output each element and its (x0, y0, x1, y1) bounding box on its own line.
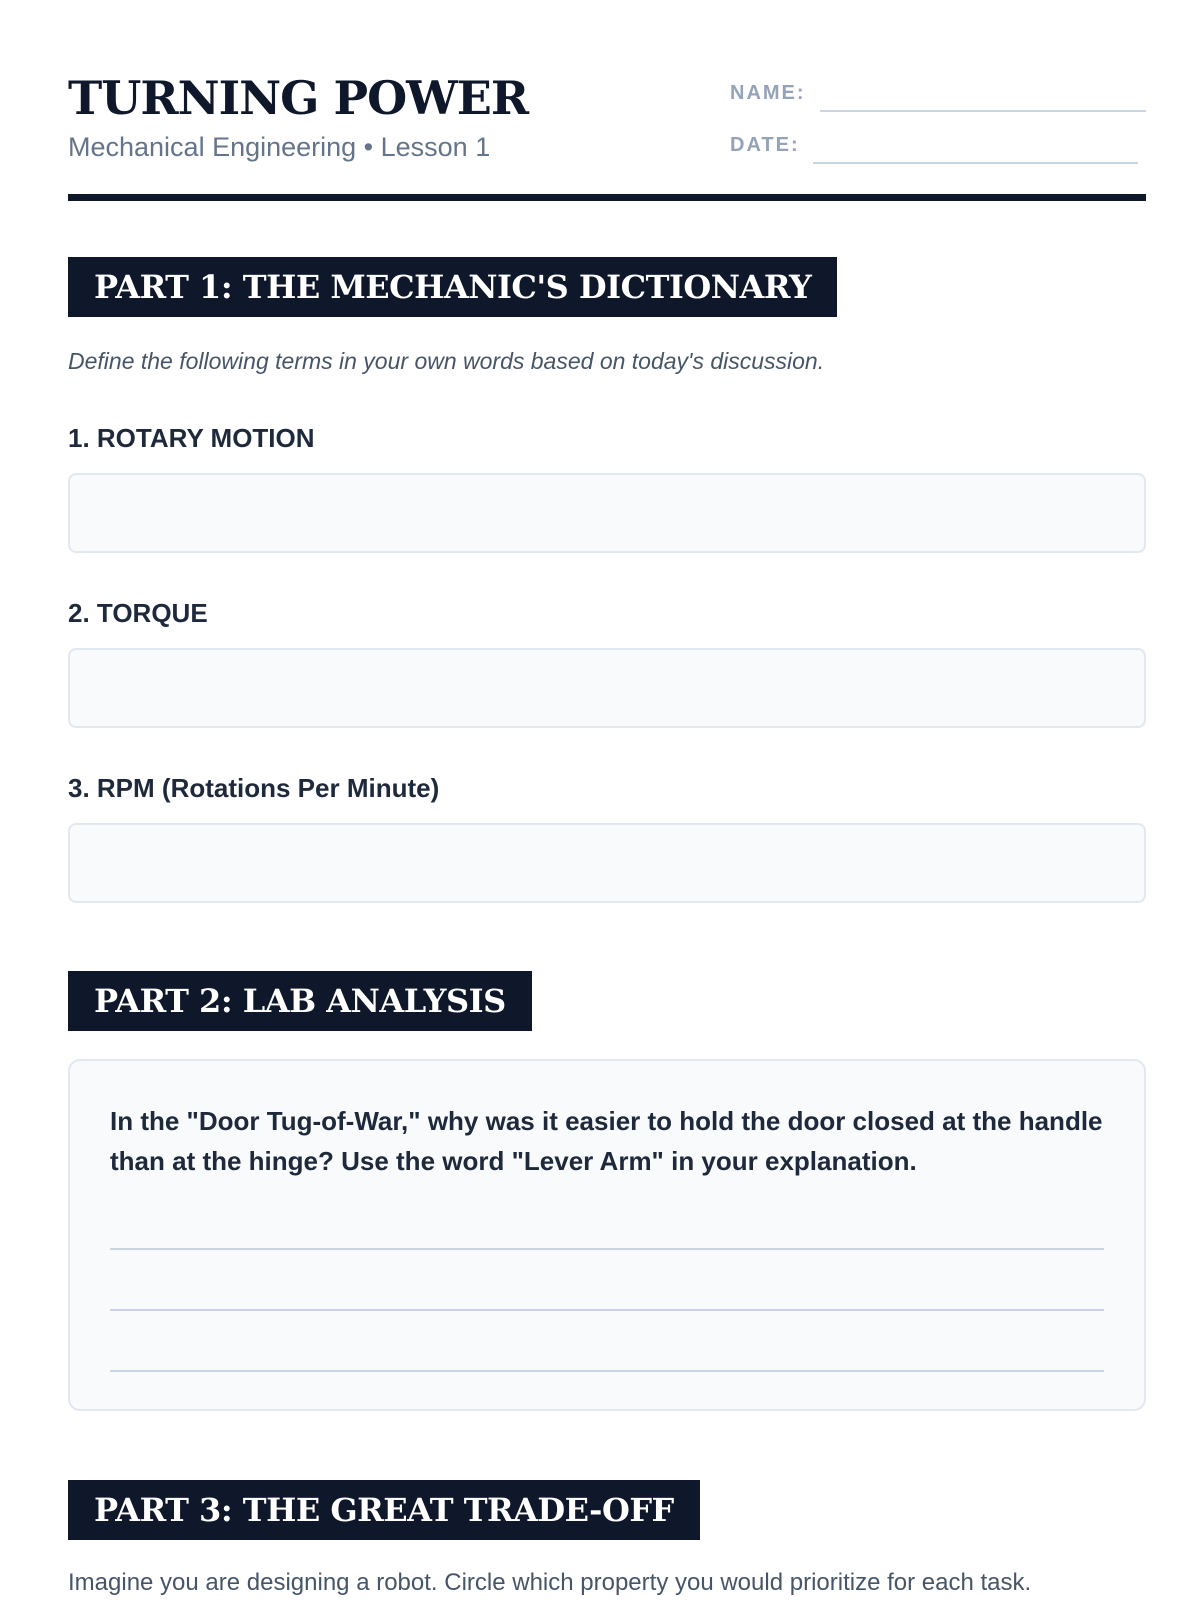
date-field[interactable] (813, 162, 1138, 164)
header-divider (68, 194, 1146, 201)
part3-instruction: Imagine you are designing a robot. Circle which property you would prioritize for each task. (68, 1569, 1032, 1596)
part3-heading: PART 3: THE GREAT TRADE-OFF (68, 1480, 700, 1540)
part2-heading: PART 2: LAB ANALYSIS (68, 971, 532, 1031)
term-rpm-label: 3. RPM (Rotations Per Minute) (68, 773, 440, 803)
lab-analysis-card (68, 1059, 1146, 1411)
term-rotary-motion-label: 1. ROTARY MOTION (68, 423, 315, 453)
date-label: DATE: (730, 134, 800, 156)
page-subtitle: Mechanical Engineering • Lesson 1 (68, 132, 491, 162)
term-rotary-motion-answer[interactable] (68, 473, 1146, 553)
name-label: NAME: (730, 82, 806, 104)
term-torque-label: 2. TORQUE (68, 598, 208, 628)
term-rpm-answer[interactable] (68, 823, 1146, 903)
answer-line[interactable] (110, 1309, 1104, 1311)
answer-line[interactable] (110, 1370, 1104, 1372)
worksheet-header (68, 70, 1146, 202)
page-title: TURNING POWER (68, 71, 529, 125)
term-torque-answer[interactable] (68, 648, 1146, 728)
name-field[interactable] (820, 110, 1146, 112)
lab-question: In the "Door Tug-of-War," why was it easier to hold the door closed at the handle than at the hinge? Use the word "Lever Arm" in your explanation. (110, 1106, 1103, 1176)
part1-instruction: Define the following terms in your own words based on today's discussion. (68, 348, 825, 374)
answer-line[interactable] (110, 1248, 1104, 1250)
part1-heading: PART 1: THE MECHANIC'S DICTIONARY (68, 257, 837, 317)
